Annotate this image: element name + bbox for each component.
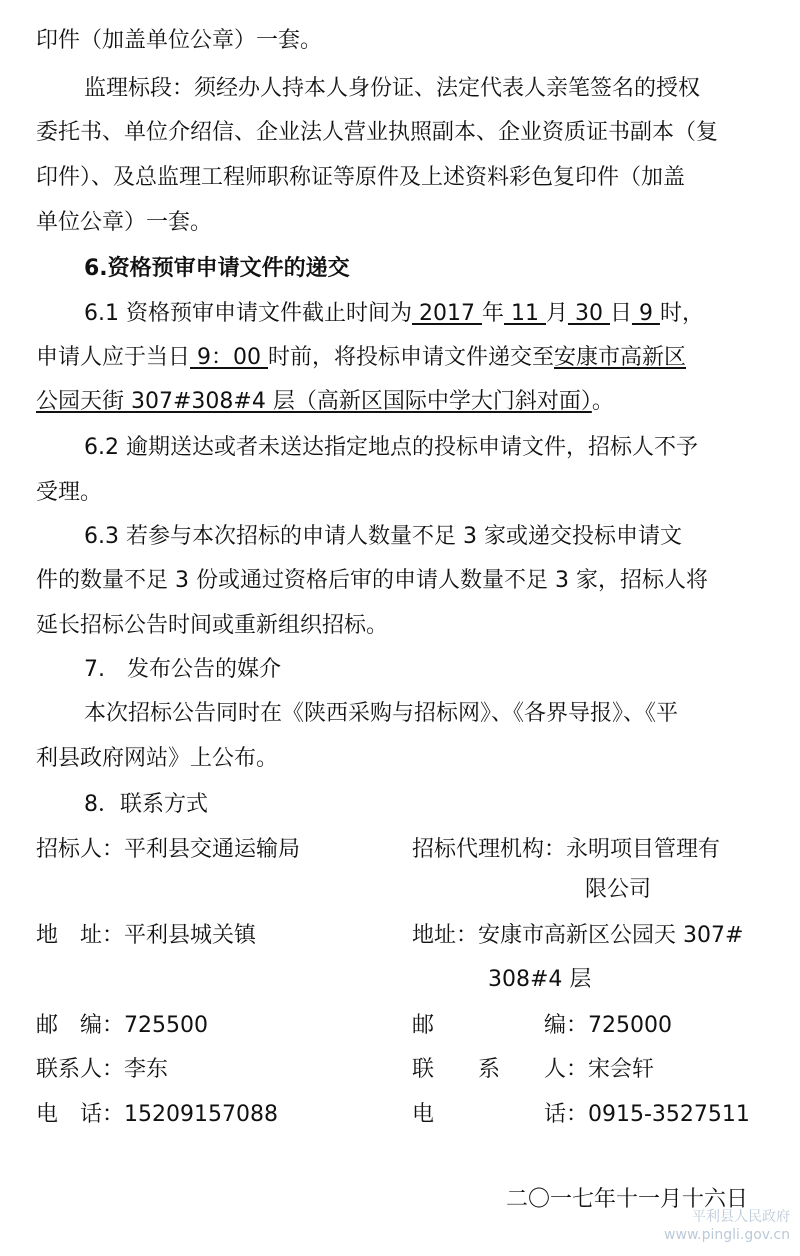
text: 申请人应于当日 (36, 345, 191, 370)
paragraph-6-1-line-1 (84, 299, 764, 329)
watermark-title: 平利县人民政府 (692, 1209, 790, 1225)
contact-left-org: 招标人：平利县交通运输局 (36, 837, 301, 862)
contact-left-postcode: 邮 编：725500 (36, 1013, 208, 1038)
paragraph-6-2-line-1: 6.2 逾期送达或者未送达指定地点的投标申请文件，招标人不予 (84, 435, 698, 460)
contact-right-org-line-1: 招标代理机构：永明项目管理有 (412, 837, 721, 862)
paragraph-line: 委托书、单位介绍信、企业法人营业执照副本、企业资质证书副本（复 (36, 120, 719, 145)
text: 月 (545, 301, 568, 326)
site-watermark (664, 1208, 790, 1244)
contact-right-person: 联 系 人：宋会轩 (412, 1057, 655, 1082)
text: 6.1 资格预审申请文件截止时间为 (84, 301, 412, 326)
paragraph-6-3-line-2: 件的数量不足 3 份或通过资格后审的申请人数量不足 3 家，招标人将 (36, 568, 708, 593)
deadline-month: 11 (503, 301, 546, 326)
deadline-year: 2017 (411, 301, 482, 326)
paragraph-line: 印件）、及总监理工程师职称证等原件及上述资料彩色复印件（加盖 (36, 165, 686, 190)
paragraph-line: 监理标段：须经办人持本人身份证、法定代表人亲笔签名的授权 (84, 76, 701, 101)
submission-place-part-2: 公园天街 307#308#4 层（高新区国际中学大门斜对面） (36, 389, 592, 414)
contact-left-address: 地 址：平利县城关镇 (36, 923, 257, 948)
paragraph-6-3-line-1: 6.3 若参与本次招标的申请人数量不足 3 家或递交投标申请文 (84, 524, 682, 549)
deadline-time: 9：00 (190, 345, 268, 370)
section-heading-8: 8．联系方式 (84, 792, 208, 817)
paragraph-6-3-line-3: 延长招标公告时间或重新组织招标。 (36, 613, 389, 638)
paragraph-line: 印件（加盖单位公章）一套。 (36, 28, 323, 53)
document-date: 二〇一七年十一月十六日 (505, 1187, 748, 1212)
text: 年 (481, 301, 504, 326)
contact-left-phone: 电 话：15209157088 (36, 1102, 278, 1127)
contact-right-address-line-2: 308#4 层 (488, 967, 592, 992)
section-heading-6: 6.资格预审申请文件的递交 (84, 256, 350, 281)
contact-right-org-line-2: 限公司 (585, 877, 652, 902)
text: 日 (609, 301, 632, 326)
paragraph-6-1-line-2 (36, 343, 764, 373)
contact-right-address-line-1: 地址：安康市高新区公园天 307# (412, 923, 744, 948)
deadline-hour: 9 (631, 301, 660, 326)
contact-right-phone: 电 话：0915-3527511 (412, 1102, 750, 1127)
text: 时， (659, 301, 704, 326)
paragraph-6-2-line-2: 受理。 (36, 480, 103, 505)
submission-place-part-1: 安康市高新区 (554, 345, 687, 370)
contact-right-postcode: 邮 编：725000 (412, 1013, 672, 1038)
watermark-url: www.pingli.gov.cn (664, 1227, 790, 1243)
section-heading-7: 7. 发布公告的媒介 (84, 657, 281, 682)
contact-left-person: 联系人：李东 (36, 1057, 169, 1082)
text: 。 (591, 389, 614, 414)
paragraph-7-line-2: 利县政府网站》上公布。 (36, 746, 279, 771)
text: 时前，将投标申请文件递交至 (268, 345, 555, 370)
paragraph-6-1-line-3 (36, 387, 764, 417)
paragraph-7-line-1: 本次招标公告同时在《陕西采购与招标网》、《各界导报》、《平 (84, 701, 679, 726)
deadline-day: 30 (567, 301, 610, 326)
paragraph-line: 单位公章）一套。 (36, 210, 213, 235)
